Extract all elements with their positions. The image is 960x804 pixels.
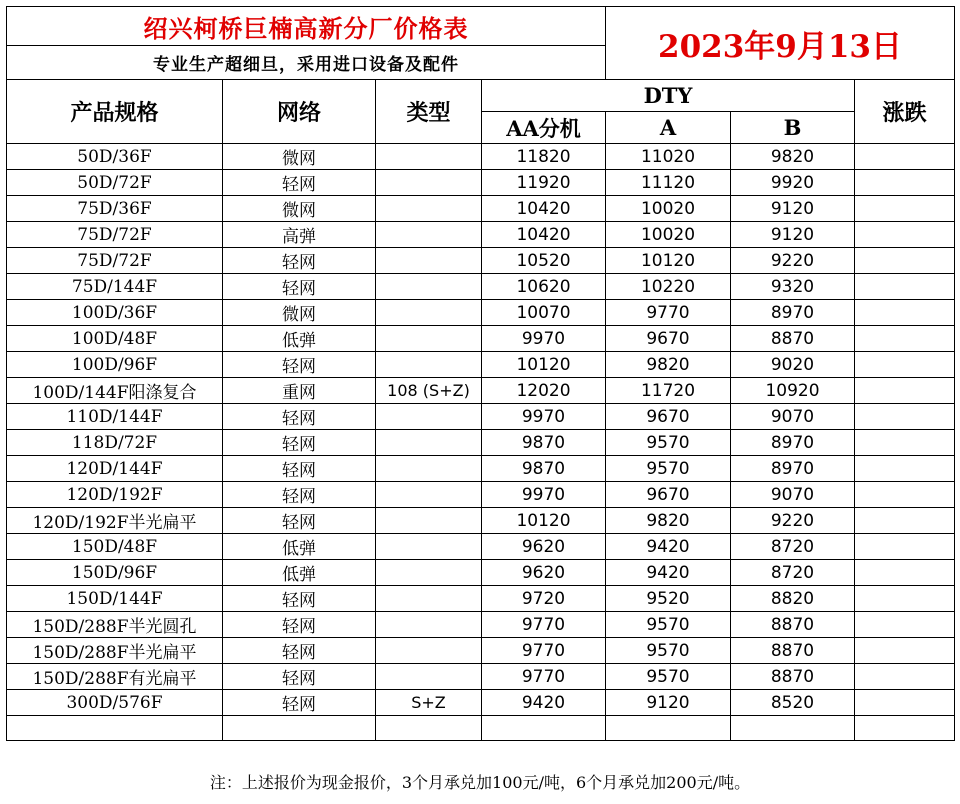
cell-network: 重网 [223, 378, 376, 404]
cell-price-b: 8870 [731, 612, 855, 638]
cell-network: 轻网 [223, 404, 376, 430]
cell-spec: 100D/144F阳涤复合 [7, 378, 223, 404]
header-row-top [7, 80, 955, 112]
cell-price-aa: 11920 [482, 170, 606, 196]
cell-price-b: 9820 [731, 144, 855, 170]
blank-cell [376, 716, 482, 741]
cell-change [855, 534, 955, 560]
column-header-b: B [731, 112, 855, 144]
cell-spec: 120D/144F [7, 456, 223, 482]
column-group-dty: DTY [482, 80, 855, 112]
cell-spec: 50D/36F [7, 144, 223, 170]
cell-spec: 100D/96F [7, 352, 223, 378]
cell-type: 108 (S+Z) [376, 378, 482, 404]
cell-price-a: 9670 [606, 404, 731, 430]
column-header-aa: AA分机 [482, 112, 606, 144]
cell-price-aa: 10420 [482, 196, 606, 222]
footnote: 注：上述报价为现金报价，3个月承兑加100元/吨，6个月承兑加200元/吨。 [209, 773, 751, 792]
cell-price-b: 9120 [731, 196, 855, 222]
cell-price-b: 8870 [731, 326, 855, 352]
cell-price-b: 8720 [731, 534, 855, 560]
cell-type [376, 664, 482, 690]
cell-change [855, 664, 955, 690]
table-row [7, 170, 955, 196]
cell-price-aa: 9970 [482, 404, 606, 430]
cell-spec: 50D/72F [7, 170, 223, 196]
cell-spec: 110D/144F [7, 404, 223, 430]
cell-network: 高弹 [223, 222, 376, 248]
table-row [7, 664, 955, 690]
table-row [7, 482, 955, 508]
price-table [6, 6, 955, 741]
cell-change [855, 144, 955, 170]
cell-price-a: 10020 [606, 222, 731, 248]
cell-spec: 300D/576F [7, 690, 223, 716]
cell-price-aa: 10620 [482, 274, 606, 300]
cell-network: 低弹 [223, 326, 376, 352]
cell-network: 轻网 [223, 612, 376, 638]
cell-price-b: 8720 [731, 560, 855, 586]
cell-price-b: 8970 [731, 430, 855, 456]
cell-price-aa: 10420 [482, 222, 606, 248]
cell-network: 轻网 [223, 508, 376, 534]
cell-price-a: 10220 [606, 274, 731, 300]
blank-cell [223, 716, 376, 741]
cell-price-a: 9520 [606, 586, 731, 612]
cell-network: 轻网 [223, 248, 376, 274]
cell-network: 轻网 [223, 482, 376, 508]
cell-spec: 75D/72F [7, 248, 223, 274]
price-date: 2023年9月13日 [606, 7, 955, 80]
cell-type [376, 352, 482, 378]
cell-type [376, 144, 482, 170]
table-row [7, 352, 955, 378]
cell-type [376, 326, 482, 352]
cell-change [855, 638, 955, 664]
cell-type [376, 586, 482, 612]
table-row [7, 430, 955, 456]
blank-row [7, 716, 955, 741]
cell-change [855, 222, 955, 248]
cell-network: 轻网 [223, 352, 376, 378]
cell-spec: 75D/144F [7, 274, 223, 300]
cell-change [855, 378, 955, 404]
cell-price-b: 8970 [731, 456, 855, 482]
cell-change [855, 560, 955, 586]
cell-price-aa: 9770 [482, 612, 606, 638]
cell-type [376, 612, 482, 638]
cell-change [855, 326, 955, 352]
cell-price-b: 10920 [731, 378, 855, 404]
cell-spec: 150D/288F半光扁平 [7, 638, 223, 664]
cell-price-a: 9670 [606, 326, 731, 352]
cell-price-aa: 9770 [482, 638, 606, 664]
cell-price-aa: 12020 [482, 378, 606, 404]
table-row [7, 534, 955, 560]
cell-type [376, 638, 482, 664]
cell-spec: 100D/48F [7, 326, 223, 352]
cell-price-a: 9670 [606, 482, 731, 508]
column-header-type: 类型 [376, 80, 482, 144]
cell-network: 轻网 [223, 170, 376, 196]
cell-network: 微网 [223, 196, 376, 222]
cell-spec: 150D/48F [7, 534, 223, 560]
cell-price-aa: 10520 [482, 248, 606, 274]
column-header-a: A [606, 112, 731, 144]
cell-change [855, 482, 955, 508]
cell-price-aa: 9970 [482, 482, 606, 508]
table-row [7, 300, 955, 326]
table-row [7, 456, 955, 482]
cell-change [855, 430, 955, 456]
cell-price-b: 8820 [731, 586, 855, 612]
blank-cell [482, 716, 606, 741]
cell-price-aa: 10120 [482, 508, 606, 534]
cell-price-a: 11020 [606, 144, 731, 170]
cell-price-b: 9070 [731, 482, 855, 508]
cell-price-a: 9570 [606, 456, 731, 482]
table-row [7, 690, 955, 716]
table-row [7, 586, 955, 612]
cell-spec: 75D/72F [7, 222, 223, 248]
cell-price-a: 10020 [606, 196, 731, 222]
cell-type [376, 482, 482, 508]
cell-type [376, 196, 482, 222]
cell-network: 低弹 [223, 560, 376, 586]
cell-spec: 150D/288F有光扁平 [7, 664, 223, 690]
column-header-spec: 产品规格 [7, 80, 223, 144]
cell-price-b: 9320 [731, 274, 855, 300]
table-row [7, 612, 955, 638]
cell-price-a: 9570 [606, 638, 731, 664]
cell-price-a: 9820 [606, 508, 731, 534]
table-row [7, 378, 955, 404]
cell-price-aa: 9420 [482, 690, 606, 716]
cell-network: 轻网 [223, 664, 376, 690]
cell-price-aa: 11820 [482, 144, 606, 170]
cell-spec: 150D/96F [7, 560, 223, 586]
cell-price-b: 9120 [731, 222, 855, 248]
cell-network: 微网 [223, 144, 376, 170]
cell-spec: 150D/144F [7, 586, 223, 612]
cell-type [376, 430, 482, 456]
table-row [7, 326, 955, 352]
table-row [7, 404, 955, 430]
table-row [7, 638, 955, 664]
cell-price-aa: 9770 [482, 664, 606, 690]
cell-price-b: 9220 [731, 508, 855, 534]
cell-type [376, 248, 482, 274]
cell-type [376, 170, 482, 196]
blank-cell [7, 716, 223, 741]
cell-price-a: 10120 [606, 248, 731, 274]
table-row [7, 560, 955, 586]
cell-price-aa: 9720 [482, 586, 606, 612]
table-row [7, 508, 955, 534]
sheet-subtitle: 专业生产超细旦，采用进口设备及配件 [7, 46, 606, 80]
cell-price-b: 8520 [731, 690, 855, 716]
cell-network: 轻网 [223, 274, 376, 300]
cell-price-a: 9770 [606, 300, 731, 326]
sheet-title: 绍兴柯桥巨楠高新分厂价格表 [7, 7, 606, 46]
cell-price-a: 11120 [606, 170, 731, 196]
cell-change [855, 352, 955, 378]
cell-network: 轻网 [223, 638, 376, 664]
cell-price-aa: 9870 [482, 456, 606, 482]
cell-type [376, 222, 482, 248]
blank-cell [731, 716, 855, 741]
title-row [7, 7, 955, 46]
cell-spec: 150D/288F半光圆孔 [7, 612, 223, 638]
cell-price-a: 9420 [606, 560, 731, 586]
cell-type [376, 534, 482, 560]
cell-change [855, 456, 955, 482]
cell-type [376, 508, 482, 534]
cell-change [855, 248, 955, 274]
cell-change [855, 612, 955, 638]
cell-price-b: 9920 [731, 170, 855, 196]
cell-change [855, 300, 955, 326]
cell-price-a: 9820 [606, 352, 731, 378]
cell-price-a: 11720 [606, 378, 731, 404]
cell-change [855, 274, 955, 300]
cell-price-b: 9070 [731, 404, 855, 430]
cell-price-b: 9020 [731, 352, 855, 378]
cell-change [855, 170, 955, 196]
cell-change [855, 690, 955, 716]
cell-price-aa: 9620 [482, 534, 606, 560]
cell-type [376, 560, 482, 586]
cell-network: 低弹 [223, 534, 376, 560]
cell-price-b: 8870 [731, 664, 855, 690]
cell-change [855, 586, 955, 612]
cell-spec: 120D/192F半光扁平 [7, 508, 223, 534]
table-row [7, 144, 955, 170]
cell-network: 微网 [223, 300, 376, 326]
cell-price-a: 9570 [606, 664, 731, 690]
table-row [7, 274, 955, 300]
cell-spec: 100D/36F [7, 300, 223, 326]
cell-spec: 120D/192F [7, 482, 223, 508]
cell-change [855, 196, 955, 222]
cell-network: 轻网 [223, 430, 376, 456]
blank-cell [855, 716, 955, 741]
cell-price-b: 8970 [731, 300, 855, 326]
cell-type: S+Z [376, 690, 482, 716]
cell-network: 轻网 [223, 586, 376, 612]
cell-spec: 75D/36F [7, 196, 223, 222]
cell-price-aa: 10070 [482, 300, 606, 326]
cell-price-aa: 9870 [482, 430, 606, 456]
cell-change [855, 404, 955, 430]
cell-network: 轻网 [223, 456, 376, 482]
blank-cell [606, 716, 731, 741]
cell-price-b: 9220 [731, 248, 855, 274]
cell-price-aa: 10120 [482, 352, 606, 378]
column-header-change: 涨跌 [855, 80, 955, 144]
cell-type [376, 274, 482, 300]
table-row [7, 248, 955, 274]
cell-price-a: 9420 [606, 534, 731, 560]
table-row [7, 222, 955, 248]
cell-price-a: 9120 [606, 690, 731, 716]
cell-spec: 118D/72F [7, 430, 223, 456]
cell-price-b: 8870 [731, 638, 855, 664]
table-row [7, 196, 955, 222]
cell-price-aa: 9620 [482, 560, 606, 586]
cell-type [376, 300, 482, 326]
cell-type [376, 404, 482, 430]
cell-change [855, 508, 955, 534]
cell-price-a: 9570 [606, 612, 731, 638]
column-header-network: 网络 [223, 80, 376, 144]
cell-network: 轻网 [223, 690, 376, 716]
cell-price-a: 9570 [606, 430, 731, 456]
price-sheet [6, 6, 954, 741]
cell-price-aa: 9970 [482, 326, 606, 352]
cell-type [376, 456, 482, 482]
